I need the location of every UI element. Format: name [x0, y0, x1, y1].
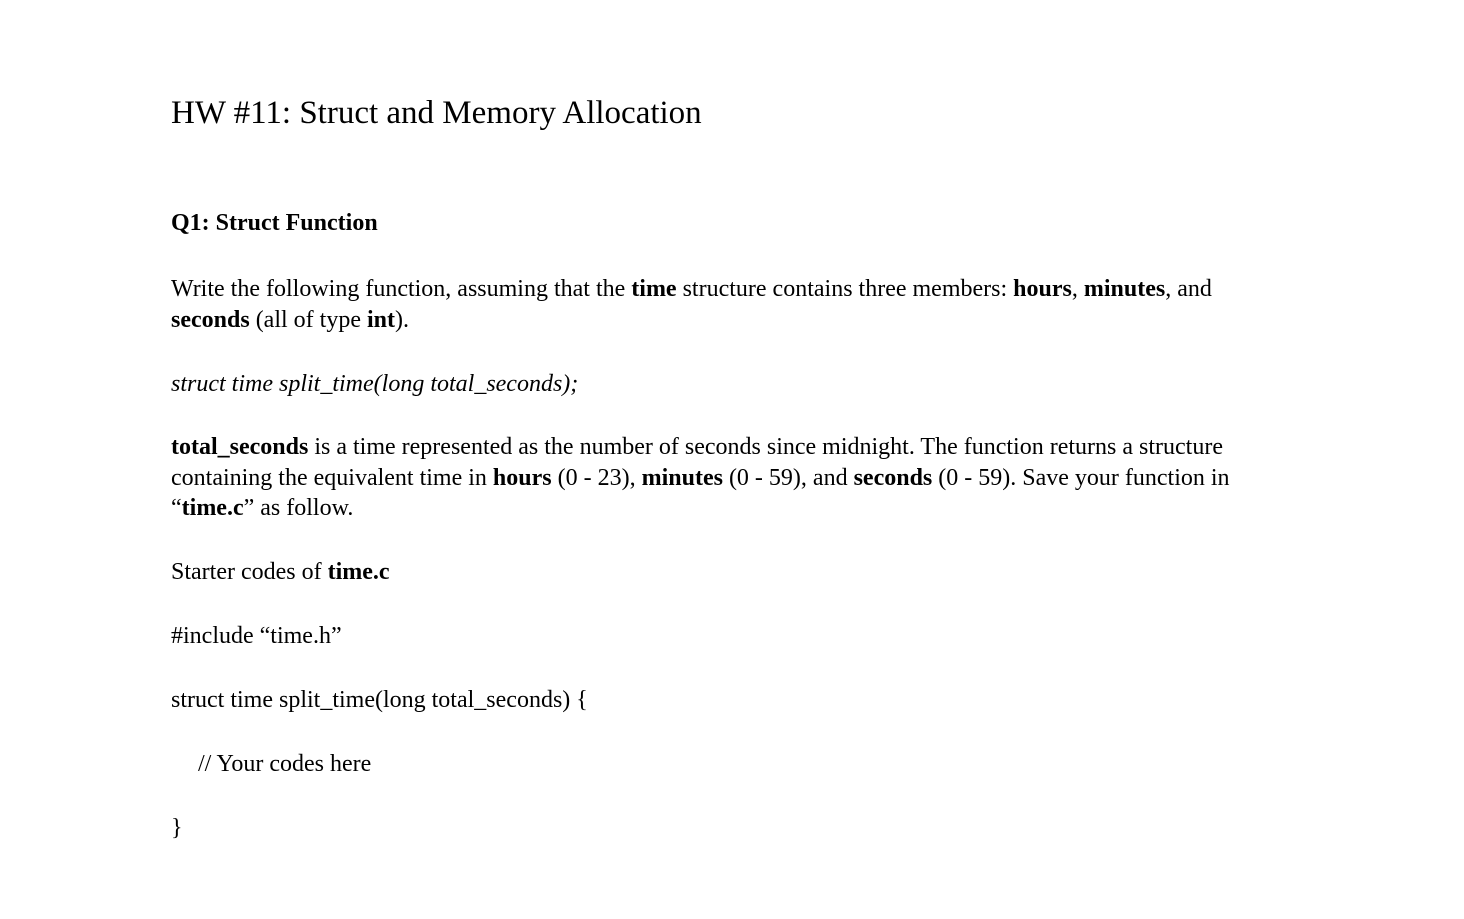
code-include-line: #include “time.h” — [171, 623, 342, 649]
bold-term-hours: hours — [492, 464, 552, 491]
text-run: Starter codes of — [171, 559, 328, 585]
text-run: (0 - 59). Save your function in “ — [171, 464, 1230, 521]
text-run: structure contains three members: — [676, 276, 1014, 302]
function-signature: struct time split_time(long total_seconds); — [171, 371, 579, 397]
text-run: , — [1071, 276, 1084, 302]
bold-term-filename: time.c — [327, 559, 390, 585]
bold-term-time: time — [631, 276, 677, 302]
text-run: ). — [395, 306, 409, 333]
bold-term-seconds: seconds — [853, 464, 933, 491]
bold-term-total-seconds: total_seconds — [171, 434, 309, 460]
bold-term-int: int — [366, 306, 395, 333]
text-run: ” as follow. — [243, 495, 354, 521]
code-function-close-line: } — [171, 815, 183, 841]
bold-term-seconds: seconds — [171, 306, 250, 333]
text-run: (0 - 23), — [551, 464, 642, 491]
document-title: HW #11: Struct and Memory Allocation — [171, 95, 702, 131]
starter-code-label — [171, 557, 390, 587]
text-run: , and — [1165, 276, 1212, 302]
bold-term-hours: hours — [1013, 276, 1072, 302]
text-run: (all of type — [249, 306, 367, 333]
question-heading: Q1: Struct Function — [171, 210, 378, 236]
bold-term-filename: time.c — [181, 495, 244, 521]
text-run: Write the following function, assuming that the — [171, 276, 632, 302]
bold-term-minutes: minutes — [641, 464, 723, 491]
code-function-open-line: struct time split_time(long total_seconds) { — [171, 687, 588, 713]
bold-term-minutes: minutes — [1083, 276, 1166, 302]
text-run: is a time represented as the number of seconds since midnight. The function returns a structure containing the equivalent time in — [171, 434, 1223, 491]
text-run: (0 - 59), and — [722, 464, 854, 491]
question-description — [171, 274, 1291, 335]
code-comment-line: // Your codes here — [198, 751, 372, 777]
function-explanation — [171, 432, 1291, 524]
